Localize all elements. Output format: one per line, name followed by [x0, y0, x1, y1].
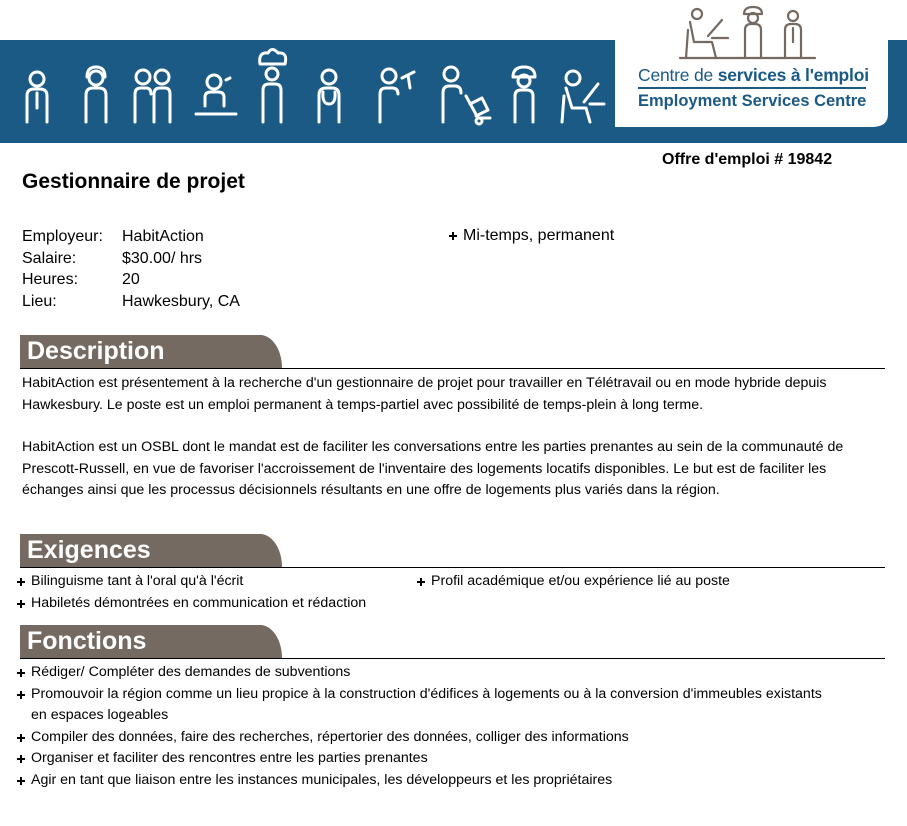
description-paragraph: HabitAction est présentement à la recherche d'un gestionnaire de projet pour travailler en Télétravail ou en mode hybride depuis Hawkesbury. Le poste est un emploi permanent à temps-partiel avec possibilité de temps-plein à long terme. [22, 375, 827, 413]
requirements-list-left [17, 571, 412, 614]
section-header-description [20, 335, 885, 369]
meta-value: HabitAction [122, 228, 204, 245]
job-type-label: Mi-temps, permanent [463, 227, 615, 244]
description-paragraph: HabitAction est un OSBL dont le mandat est de faciliter les conversations entre les parties prenantes au sein de la communauté de Prescott-Russell, en vue de favoriser l'accroissement de l'inventaire des logements locatifs disponibles. Le but est de faciliter les échanges ainsi que les processus décisionnels résultants en une offre de logements plus variés dans la région. [22, 439, 844, 499]
list-item: Promouvoir la région comme un lieu propice à la construction d'édifices à logements ou à la conversion d'immeubles existants en espaces logeables [17, 684, 827, 727]
meta-label: Lieu: [22, 292, 57, 310]
bullet-icon [417, 578, 425, 586]
bullet-icon [17, 691, 25, 699]
functions-list [17, 662, 827, 792]
job-meta [22, 226, 240, 312]
section-rule [20, 658, 885, 659]
list-item: Habiletés démontrées en communication et rédaction [17, 593, 412, 615]
meta-row-location [22, 291, 240, 313]
list-item: Profil académique et/ou expérience lié au poste [417, 571, 877, 593]
requirements-list-right [417, 571, 877, 593]
job-type [449, 227, 614, 245]
list-item: Organiser et faciliter des rencontres entre les parties prenantes [17, 748, 827, 770]
bullet-icon [17, 755, 25, 763]
bullet-icon [17, 578, 25, 586]
meta-value: $30.00/ hrs [122, 249, 203, 267]
job-title: Gestionnaire de projet [22, 170, 245, 193]
meta-row-salary [22, 248, 240, 270]
list-item: Rédiger/ Compléter des demandes de subventions [17, 662, 827, 684]
meta-label: Salaire: [22, 249, 77, 267]
section-title: Exigences [27, 536, 151, 564]
meta-label: Heures: [22, 271, 79, 289]
bullet-icon [17, 734, 25, 742]
bullet-icon [449, 232, 457, 240]
header-banner [0, 0, 907, 145]
meta-row-hours [22, 269, 240, 291]
job-number: Offre d'emploi # 19842 [662, 151, 833, 168]
section-rule [20, 368, 885, 369]
brand-divider [638, 87, 866, 89]
meta-value: Hawkesbury, CA [122, 292, 240, 310]
section-title: Fonctions [27, 627, 147, 655]
brand-name-en: Employment Services Centre [638, 92, 867, 110]
brand-name-fr: Centre de services à l'emploi [638, 65, 869, 85]
section-rule [20, 567, 885, 568]
list-item: Agir en tant que liaison entre les instances municipales, les développeurs et les propriétaires [17, 770, 827, 792]
meta-label: Employeur: [22, 228, 103, 245]
meta-row-employer [22, 226, 240, 248]
bullet-icon [17, 600, 25, 608]
list-item: Compiler des données, faire des recherches, répertorier des données, colliger des informations [17, 727, 827, 749]
bullet-icon [17, 777, 25, 785]
section-title: Description [27, 337, 165, 365]
bullet-icon [17, 669, 25, 677]
section-header-fonctions [20, 625, 885, 659]
brand-logo-text [638, 64, 888, 111]
list-item: Bilinguisme tant à l'oral qu'à l'écrit [17, 571, 412, 593]
section-header-exigences [20, 534, 885, 568]
meta-value: 20 [122, 271, 140, 289]
